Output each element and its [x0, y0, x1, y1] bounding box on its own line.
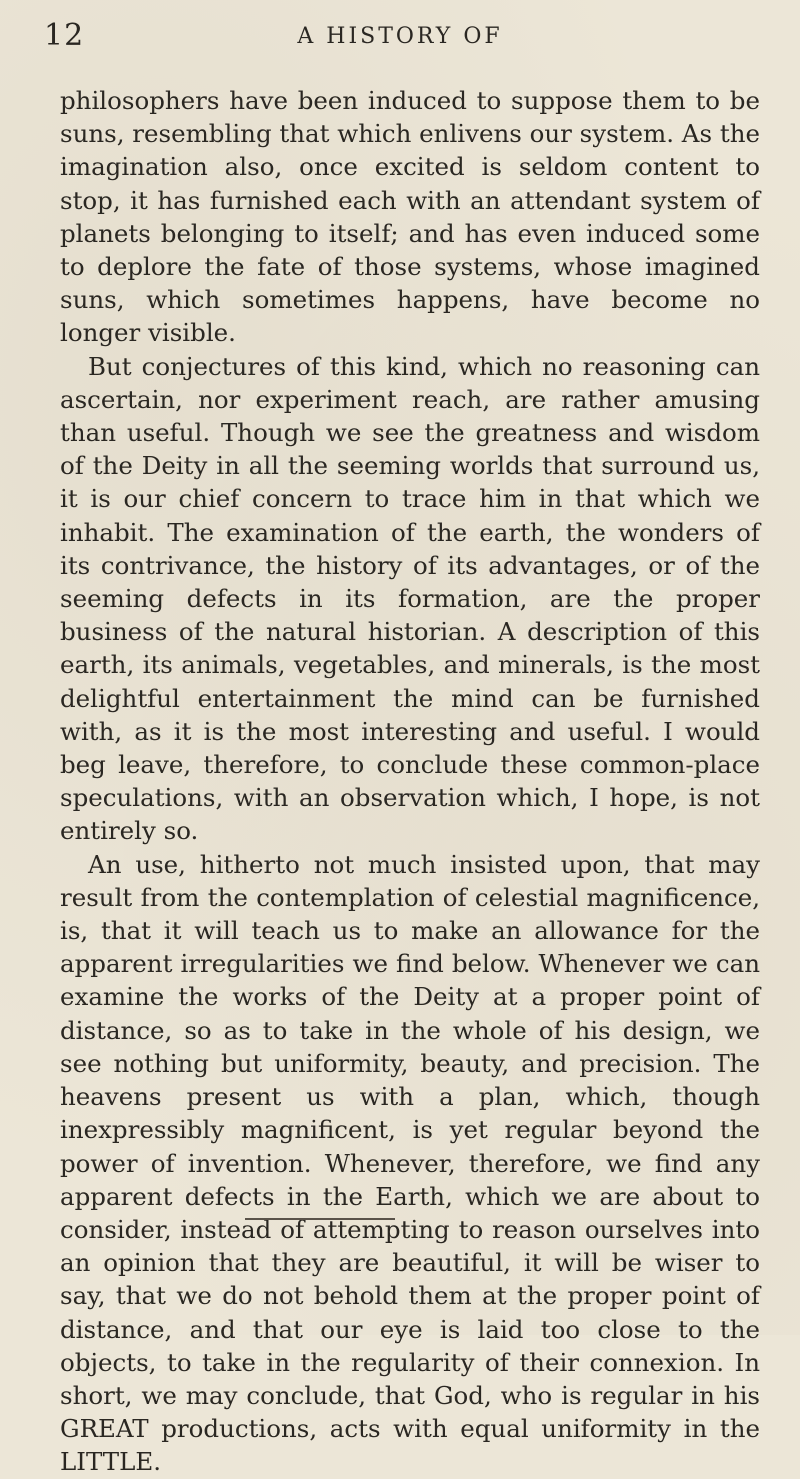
paragraph-3: An use, hitherto not much insisted upon, that may result from the contemplation of celestial magnificence, is, that it will teach us to make an allowance for the apparent irregularities we find below. Whenever we can examine the works of the Deity at a proper point of distance, so as to take in the whole of his design, we see nothing but uniformity, beauty, and precision. The heavens present us with a plan, which, though inexpressibly magnificent, is yet regular beyond the power of invention. Whenever, therefore, we find any apparent defects in the Earth, which we are about to consider, instead of attempting to reason ourselves into an opinion that they are beautiful, it will be wiser to say, that we do not behold them at the proper point of distance, and that our eye is laid too close to the objects, to take in the regularity of their connexion. In short, we may conclude, that God, who is regular in his GREAT productions, acts with equal uniformity in the LITTLE.	[60, 849, 760, 1477]
paragraph-1: philosophers have been induced to suppose them to be suns, resembling that which enlivens our system. As the imagination also, once excited is seldom content to stop, it has furnished each with an attendant system of planets belonging to itself; and has even induced some to deplore the fate of those systems, whose imagined suns, which sometimes happens, have become no longer visible.	[60, 86, 760, 348]
paragraph-2: But conjectures of this kind, which no reasoning can ascertain, nor experiment reach, are rather amusing than useful. Though we see the greatness and wisdom of the Deity in all the seeming worlds that surround us, it is our chief concern to trace him in that which we inhabit. The examination of the earth, the wonders of its contrivance, the history of its advantages, or of the seeming defects in its formation, are the proper business of the natural historian. A description of this earth, its animals, vegetables, and minerals, is the most delightful entertainment the mind can be furnished with, as it is the most interesting and useful. I would beg leave, therefore, to conclude these common-place speculations, with an observation which, I hope, is not entirely so.	[60, 351, 760, 846]
running-title: A HISTORY OF	[297, 24, 503, 49]
body-text	[60, 84, 760, 1479]
page-number: 12	[44, 18, 85, 53]
section-divider	[245, 1218, 395, 1220]
running-head	[30, 18, 770, 58]
